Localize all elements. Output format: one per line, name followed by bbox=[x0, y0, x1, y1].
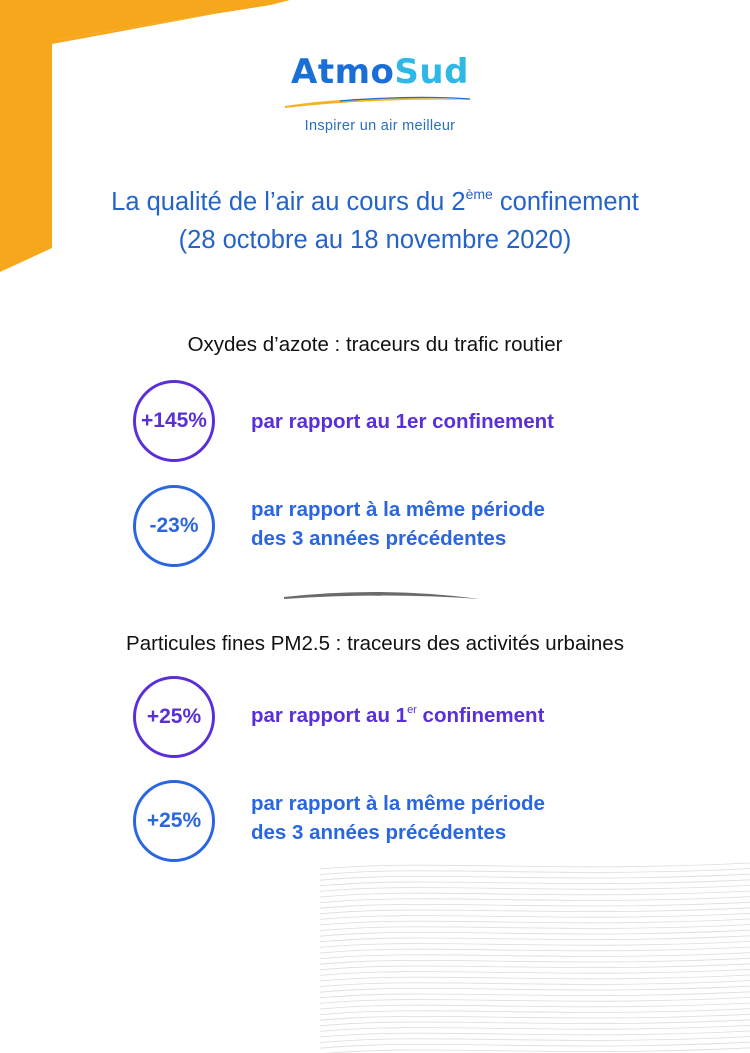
wave-line bbox=[320, 913, 750, 919]
wave-line bbox=[320, 919, 750, 925]
wave-line bbox=[320, 992, 750, 998]
stat-circle-nox-first-lockdown: +145% bbox=[133, 380, 215, 462]
stat-text-nox-previous-years: par rapport à la même période des 3 années précédentes bbox=[251, 498, 545, 550]
wave-line bbox=[320, 1031, 750, 1037]
wave-line bbox=[320, 1042, 750, 1048]
wave-line bbox=[320, 1048, 750, 1053]
wave-line bbox=[320, 981, 750, 987]
title-line-2: (28 octobre au 18 novembre 2020) bbox=[178, 226, 572, 254]
section-heading-pm25: Particules fines PM2.5 : traceurs des activités urbaines bbox=[126, 632, 624, 655]
wave-line bbox=[320, 925, 750, 931]
wave-line bbox=[320, 953, 750, 959]
wave-line bbox=[320, 941, 750, 947]
wave-line bbox=[320, 1037, 750, 1043]
wave-line bbox=[320, 964, 750, 970]
wave-line bbox=[320, 969, 750, 975]
wave-line bbox=[320, 869, 750, 875]
wave-line bbox=[320, 1009, 750, 1015]
wave-line bbox=[320, 997, 750, 1003]
stat-circle-nox-previous-years: -23% bbox=[133, 485, 215, 567]
section-divider bbox=[282, 588, 482, 604]
wave-line bbox=[320, 1003, 750, 1009]
atmosud-logo bbox=[270, 52, 490, 134]
stat-text-nox-first-lockdown: par rapport au 1er confinement bbox=[251, 410, 555, 433]
wave-pattern bbox=[320, 853, 750, 1053]
title-line-1: La qualité de l’air au cours du 2ème confinement bbox=[111, 186, 639, 216]
wave-line bbox=[320, 975, 750, 981]
wave-line bbox=[320, 891, 750, 897]
wave-line bbox=[320, 936, 750, 942]
wave-line bbox=[320, 863, 750, 869]
wave-line bbox=[320, 930, 750, 936]
section-heading-nox: Oxydes d’azote : traceurs du trafic routier bbox=[187, 333, 563, 356]
wave-line bbox=[320, 1025, 750, 1031]
logo-swoosh-icon bbox=[280, 94, 480, 110]
wave-line bbox=[320, 880, 750, 886]
logo-tagline: Inspirer un air meilleur bbox=[304, 118, 456, 134]
wave-line bbox=[320, 908, 750, 914]
logo-text-atmo: Atmo bbox=[291, 52, 395, 92]
wave-line bbox=[320, 874, 750, 880]
stat-text-pm25-previous-years: par rapport à la même période des 3 années précédentes bbox=[251, 792, 545, 844]
wave-line bbox=[320, 897, 750, 903]
wave-line bbox=[320, 947, 750, 953]
stat-text-pm25-first-lockdown: par rapport au 1er confinement bbox=[251, 704, 545, 727]
wave-line bbox=[320, 885, 750, 891]
wave-line bbox=[320, 958, 750, 964]
wave-line bbox=[320, 986, 750, 992]
logo-text-sud: Sud bbox=[394, 52, 469, 92]
wave-line bbox=[320, 1014, 750, 1020]
wave-line bbox=[320, 902, 750, 908]
wave-line bbox=[320, 1020, 750, 1026]
stat-circle-pm25-previous-years: +25% bbox=[133, 780, 215, 862]
stat-circle-pm25-first-lockdown: +25% bbox=[133, 676, 215, 758]
page-title bbox=[0, 183, 750, 259]
